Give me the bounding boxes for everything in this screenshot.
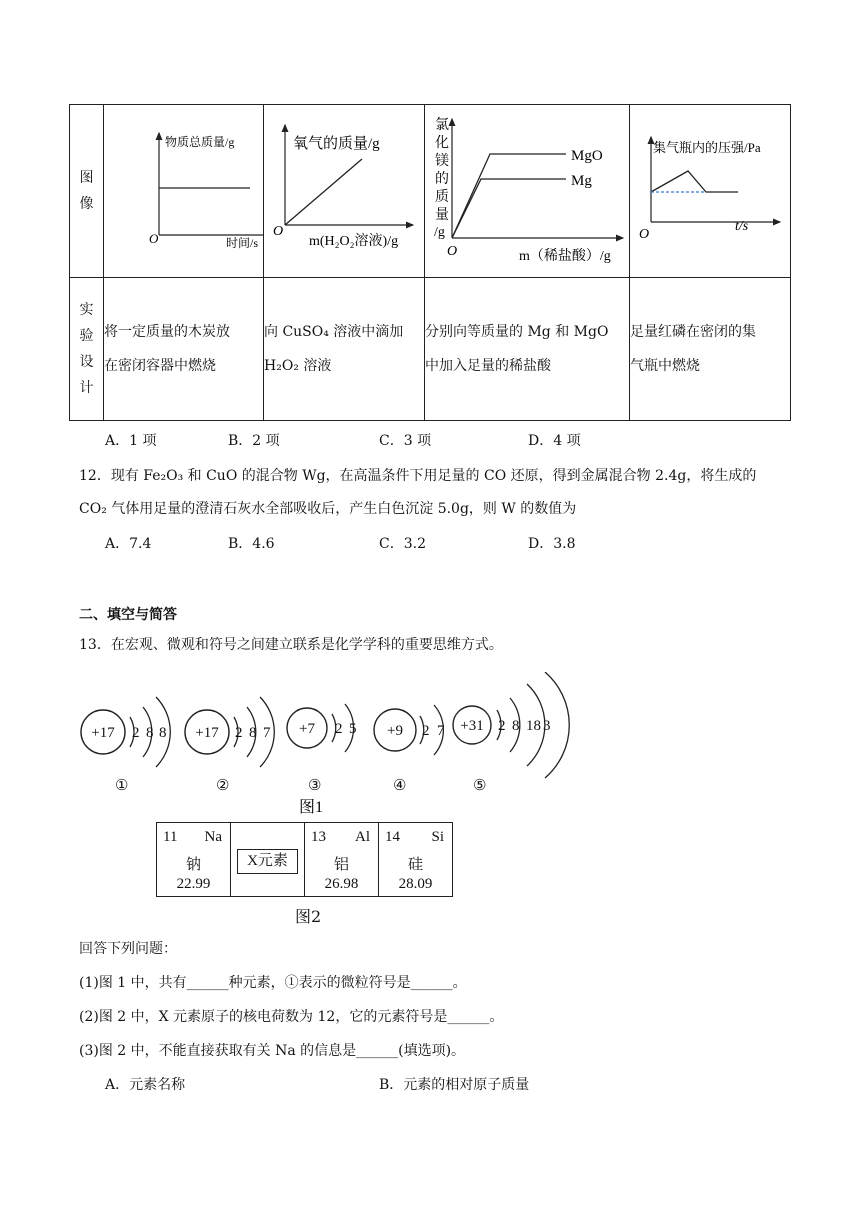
x-axis-label: t/s	[735, 219, 749, 234]
svg-text:7: 7	[437, 723, 445, 739]
series-label-mgo: MgO	[571, 148, 603, 164]
atom-2	[185, 697, 274, 794]
graph-1	[104, 105, 263, 273]
q13-sub3-option-a: A．元素名称	[105, 1077, 186, 1093]
oxygen-line	[285, 159, 362, 225]
svg-text:7: 7	[263, 725, 271, 741]
graph-2	[264, 105, 424, 273]
svg-text:3: 3	[543, 718, 551, 734]
graph-1-cell	[104, 105, 264, 278]
y-axis-label: 氧气的质量/g	[293, 136, 380, 152]
design-1: 将一定质量的木炭放 在密闭容器中燃烧	[104, 278, 264, 421]
origin-label: O	[447, 244, 458, 259]
svg-text:+17: +17	[91, 725, 115, 741]
graph-3-cell	[425, 105, 630, 278]
svg-text:8: 8	[146, 725, 154, 741]
svg-text:8: 8	[159, 725, 167, 741]
series-mg-line	[452, 179, 566, 238]
design-2: 向 CuSO₄ 溶液中滴加 H₂O₂ 溶液	[264, 278, 425, 421]
y-axis-label	[434, 117, 449, 240]
svg-text:+17: +17	[195, 725, 219, 741]
x-axis-label: m(H₂O₂溶液)/g	[309, 234, 399, 249]
svg-text:②: ②	[216, 778, 230, 794]
graph-3	[425, 105, 629, 273]
q13-sub3: (3)图 2 中，不能直接获取有关 Na 的信息是______(填选项)。	[79, 1043, 466, 1059]
q11-option-a: A．1 项	[105, 433, 157, 449]
q12-option-c: C．3.2	[379, 536, 426, 552]
element-x	[231, 823, 305, 897]
svg-text:+7: +7	[299, 721, 315, 737]
atom-1	[81, 697, 170, 794]
y-axis-label: 集气瓶内的压强/Pa	[653, 140, 761, 155]
q12-option-d: D．3.8	[528, 536, 576, 552]
svg-text:18: 18	[526, 718, 541, 734]
svg-text:④: ④	[393, 778, 407, 794]
q11-option-d: D．4 项	[528, 433, 581, 449]
x-axis-label: m（稀盐酸）/g	[519, 249, 611, 264]
svg-text:⑤: ⑤	[473, 778, 487, 794]
graph-4	[630, 105, 790, 273]
graph-2-cell	[264, 105, 425, 278]
origin-label: O	[149, 231, 159, 246]
svg-text:2: 2	[498, 718, 506, 734]
svg-text:③: ③	[308, 778, 322, 794]
svg-text:5: 5	[349, 721, 357, 737]
row-label-graph: 图 像	[70, 105, 104, 278]
q11-option-b: B．2 项	[228, 433, 280, 449]
svg-text:8: 8	[249, 725, 257, 741]
figure-2-caption: 图2	[295, 907, 322, 926]
q13-intro: 13．在宏观、微观和符号之间建立联系是化学学科的重要思维方式。	[79, 637, 503, 653]
series-label-mg: Mg	[571, 173, 592, 189]
svg-text:+31: +31	[460, 718, 484, 734]
pressure-line	[651, 171, 738, 192]
figure-1	[70, 672, 600, 822]
svg-text:2: 2	[422, 723, 430, 739]
q13-sub3-option-b: B．元素的相对原子质量	[379, 1077, 530, 1093]
section-heading: 二、填空与简答	[79, 607, 177, 623]
svg-text:2: 2	[235, 725, 243, 741]
x-element-box: X元素	[237, 849, 298, 874]
q13-sub1: (1)图 1 中，共有______种元素，①表示的微粒符号是______。	[79, 975, 467, 991]
atom-4	[374, 705, 445, 794]
graph-4-cell	[630, 105, 791, 278]
svg-text:化: 化	[435, 136, 449, 151]
svg-text:质: 质	[435, 190, 449, 205]
design-4: 足量红磷在密闭的集 气瓶中燃烧	[630, 278, 791, 421]
origin-label: O	[639, 227, 650, 242]
question-table	[69, 104, 791, 421]
svg-text:氯: 氯	[435, 118, 449, 133]
svg-text:2: 2	[335, 721, 343, 737]
y-axis-label: 物质总质量/g	[165, 135, 235, 149]
svg-text:+9: +9	[387, 723, 403, 739]
series-mgo-line	[452, 154, 566, 238]
svg-text:8: 8	[512, 718, 520, 734]
q11-option-c: C．3 项	[379, 433, 432, 449]
origin-label: O	[273, 224, 284, 239]
element-na: 11 Na 钠 22.99	[157, 823, 231, 897]
q13-sub2: (2)图 2 中，X 元素原子的核电荷数为 12，它的元素符号是______。	[79, 1009, 504, 1025]
row-label-design: 实 验 设 计	[70, 278, 104, 421]
element-al: 13 Al 铝 26.98	[305, 823, 379, 897]
atom-5	[453, 672, 569, 794]
design-3: 分别向等质量的 Mg 和 MgO 中加入足量的稀盐酸	[425, 278, 630, 421]
figure-1-caption: 图1	[299, 799, 324, 816]
svg-text:①: ①	[115, 778, 129, 794]
x-axis-label: 时间/s	[226, 236, 259, 250]
q12-line2: CO₂ 气体用足量的澄清石灰水全部吸收后，产生白色沉淀 5.0g，则 W 的数值为	[79, 501, 577, 517]
atom-3	[287, 704, 357, 794]
element-si: 14 Si 硅 28.09	[379, 823, 453, 897]
svg-text:的: 的	[435, 172, 449, 187]
svg-text:/g: /g	[434, 225, 445, 240]
svg-text:2: 2	[132, 725, 140, 741]
q12-line1: 12．现有 Fe₂O₃ 和 CuO 的混合物 Wg，在高温条件下用足量的 CO 还原，得到金属混合物 2.4g，将生成的	[79, 468, 757, 484]
figure-2-periodic-table	[156, 822, 453, 897]
svg-text:量: 量	[435, 208, 449, 223]
q12-option-a: A．7.4	[105, 536, 152, 552]
svg-text:镁: 镁	[435, 154, 449, 169]
answer-prompt: 回答下列问题：	[79, 941, 177, 957]
q12-option-b: B．4.6	[228, 536, 275, 552]
